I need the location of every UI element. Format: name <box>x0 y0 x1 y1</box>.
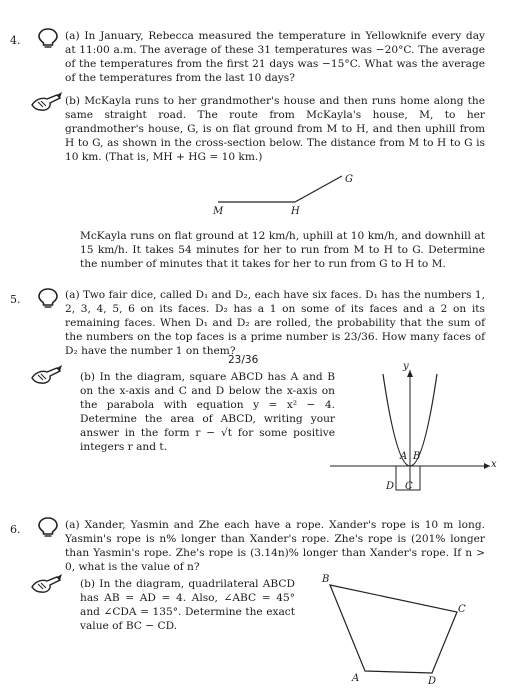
quad-point-d-label: D <box>428 676 437 687</box>
lightbulb-icon <box>35 27 61 49</box>
problem-4a-text: (a) In January, Rebecca measured the temperature in Yellowknife every day at 11:00 a.m. The average of these 31 temperatures was −20°C. The average of the temperatures from the first 21 days was −15°C. What was the average of the temperatures from the last 10 days? <box>65 30 485 85</box>
lightbulb-icon <box>35 516 61 538</box>
hand-pencil-icon <box>29 364 63 386</box>
point-b-label: B <box>413 451 421 462</box>
quadrilateral-diagram <box>320 575 470 680</box>
parabola-diagram <box>320 350 500 500</box>
problem-number-5: 5. <box>10 293 21 306</box>
y-axis-label: y <box>403 361 409 372</box>
lightbulb-icon <box>35 287 61 309</box>
problem-5a-text: (a) Two fair dice, called D₁ and D₂, each have six faces. D₁ has the numbers 1, 2, 3, 4, 5, 6 on its faces. D₂ has a 1 on some of its faces and a 2 on its remaining faces. When D₁ and D₂ are rolled, the probability that the sum of the numbers on the top faces is a prime number is 23/36. How many faces of D₂ have the number 1 on them? <box>65 289 485 358</box>
x-axis-label: x <box>491 459 497 470</box>
quad-point-c-label: C <box>458 604 466 615</box>
point-d-label: D <box>386 481 395 492</box>
hand-pencil-icon <box>29 91 63 113</box>
point-m-label: M <box>213 206 224 217</box>
quad-point-b-label: B <box>322 574 330 585</box>
problem-number-6: 6. <box>10 523 21 536</box>
point-h-label: H <box>291 206 300 217</box>
point-c-label: C <box>405 481 413 492</box>
problem-6a-text: (a) Xander, Yasmin and Zhe each have a rope. Xander's rope is 10 m long. Yasmin's rope is n% longer than Xander's rope. Zhe's rope is (201% longer than Yasmin's rope. Zhe's rope is (3.14n)% longer than Xander's rope. If n > 0, what is the value of n? <box>65 519 485 574</box>
problem-4b-continued-text: McKayla runs on flat ground at 12 km/h, uphill at 10 km/h, and downhill at 15 km/h. It takes 54 minutes for her to run from M to H to G. Determine the number of minutes that it takes for her to run from G to H to M. <box>80 230 485 271</box>
problem-5b-text: (b) In the diagram, square ABCD has A and B on the x-axis and C and D below the x-axis on the parabola with equation y = x² − 4. Determine the area of ABCD, writing your answer in the form r − √t for some positive integers r and t. <box>80 371 335 454</box>
point-g-label: G <box>345 174 353 185</box>
handwritten-answer: 23/36 <box>228 354 259 366</box>
point-a-label: A <box>400 451 408 462</box>
hand-pencil-icon <box>29 573 63 595</box>
problem-6b-text: (b) In the diagram, quadrilateral ABCD has AB = AD = 4. Also, ∠ABC = 45° and ∠CDA = 135°. Determine the exact value of BC − CD. <box>80 578 295 633</box>
problem-number-4: 4. <box>10 34 21 47</box>
problem-4b-text: (b) McKayla runs to her grandmother's house and then runs home along the same straight road. The route from McKayla's house, M, to her grandmother's house, G, is on flat ground from M to H, and then uphill from H to G, as shown in the cross-section below. The distance from M to H to G is 10 km. (That is, MH + HG = 10 km.) <box>65 95 485 164</box>
quad-point-a-label: A <box>352 673 360 684</box>
